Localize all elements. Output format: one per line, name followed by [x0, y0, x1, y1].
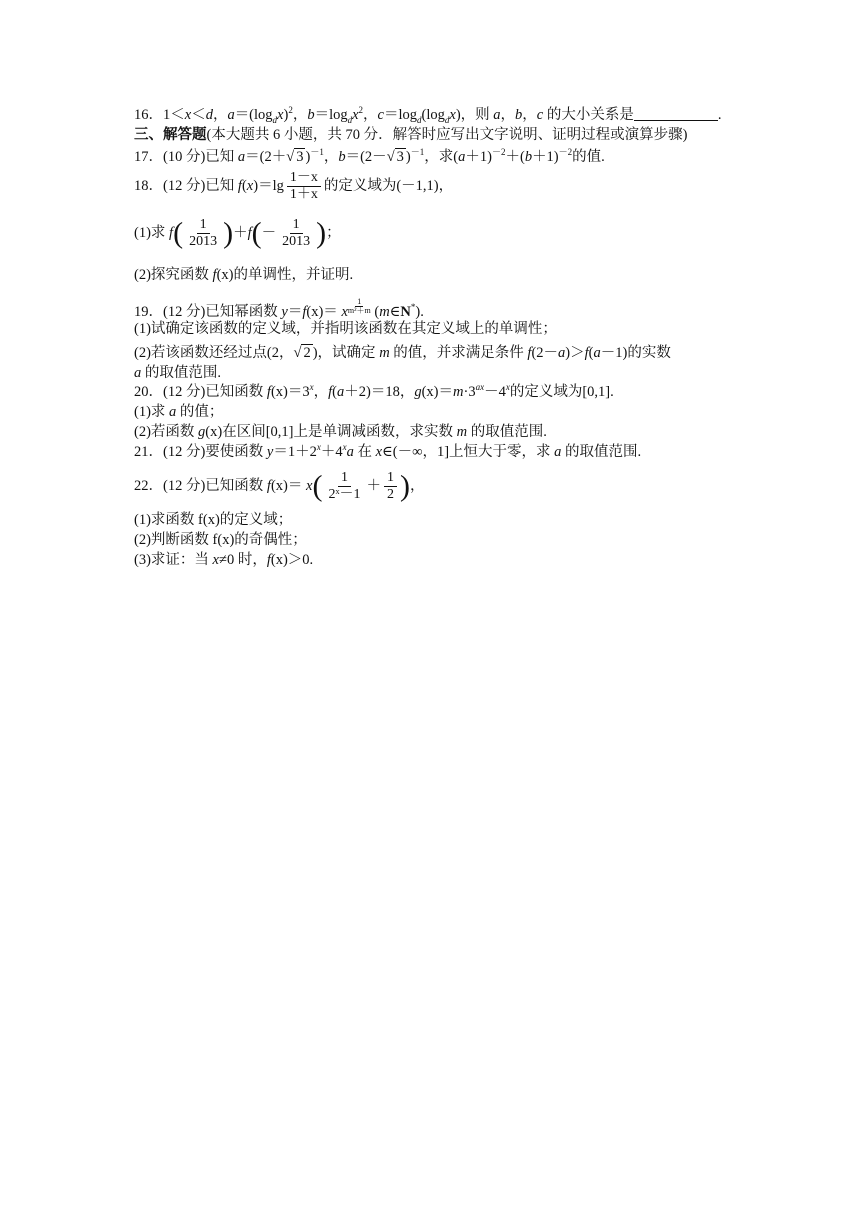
question-19-part-2-cont: a 的取值范围.	[134, 365, 221, 381]
section-heading: 三、解答题(本大题共 6 小题，共 70 分．解答时应写出文字说明、证明过程或演算步骤)	[134, 127, 688, 143]
exponent-fraction: $\frac{1}{\text{m²＋m}}$	[347, 297, 371, 315]
question-18-part-2: (2)探究函数 f(x)的单调性，并证明.	[134, 267, 354, 283]
question-19: 19．(12 分)已知幂函数 y＝f(x)＝ x $\frac{1}{\text{m²＋m}}$ (m∈N*).	[134, 297, 424, 320]
question-19-part-2: (2)若该函数还经过点(2，√ 2 )，试确定 m 的值，并求满足条件 f(2－a)＞f(a－1)的实数	[134, 345, 671, 361]
question-22-part-2: (2)判断函数 f(x)的奇偶性；	[134, 532, 307, 548]
question-19-part-1: (1)试确定该函数的定义域，并指明该函数在其定义域上的单调性；	[134, 321, 557, 337]
question-18-part-1: (1)求 f( $\frac{1}{2013}$ )＋f(－ $\frac{1}{2013}$ )；	[134, 216, 341, 250]
question-18: 18．(12 分)已知 f(x)＝lg $\frac{1-x}{1+x}$ 的定义域为(－1,1)，	[134, 170, 454, 202]
question-22-part-3: (3)求证：当 x≠0 时，f(x)＞0.	[134, 552, 314, 568]
question-20-part-2: (2)若函数 g(x)在区间[0,1]上是单调减函数，求实数 m 的取值范围.	[134, 424, 547, 440]
question-22-part-1: (1)求函数 f(x)的定义域；	[134, 512, 293, 528]
question-22: 22．(12 分)已知函数 f(x)＝ x( $\frac{1}{\text{2ˣ－1}}$ ＋ $\frac{1}{2}$ )，	[134, 469, 425, 503]
question-16: 16．1＜x＜d，$a=(\log_dx)^2$，$b=\log_dx^2$，$c=\log_d(\log_dx)$，则 a，b，c 的大小关系是 .	[134, 105, 722, 125]
question-21: 21．(12 分)要使函数 $y=1+2^x+4^xa$ 在 x∈(－∞，1]上恒大于零，求 a 的取值范围.	[134, 442, 642, 460]
question-17: 17．(10 分)已知 a＝(2＋√ 3 )$^{-1}$，b＝(2－√ 3 )$^{-1}$，求$(a+1)^{-2}+(b+1)^{-2}$的值.	[134, 147, 605, 165]
question-20: 20．(12 分)已知函数 $f(x)=3^x$，f(a＋2)＝18，$g(x)=m\cdot 3^{ax}-4^x$的定义域为[0,1].	[134, 382, 614, 400]
answer-blank	[634, 108, 718, 121]
question-20-part-1: (1)求 a 的值；	[134, 404, 224, 420]
fraction: $\frac{1-x}{1+x}$	[287, 170, 321, 203]
